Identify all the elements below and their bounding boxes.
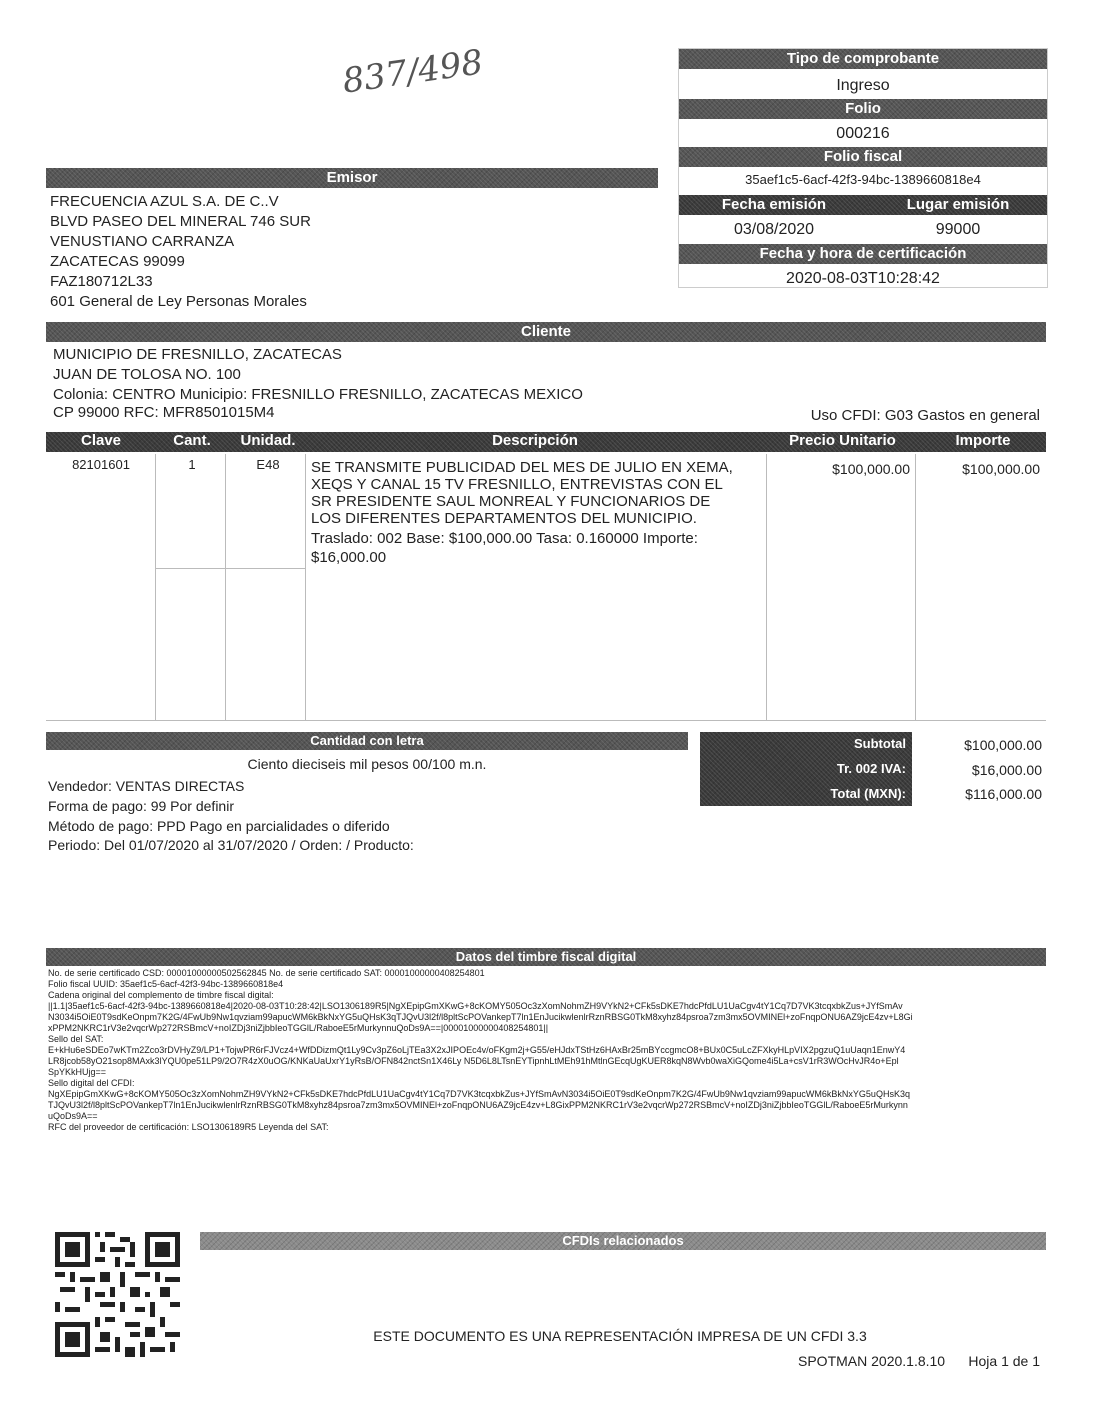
col-unidad-header: Unidad. (240, 432, 296, 449)
comprobante-box (678, 48, 1048, 288)
total-label: Total (MXN): (830, 786, 906, 801)
col-clave-header: Clave (80, 432, 122, 449)
cliente-line: JUAN DE TOLOSA NO. 100 (53, 366, 241, 383)
folio-value: 000216 (836, 125, 890, 142)
emisor-line: BLVD PASEO DEL MINERAL 746 SUR (50, 213, 311, 230)
timbre-line: Sello del SAT: (48, 1034, 104, 1044)
uso-cfdi: Uso CFDI: G03 Gastos en general (810, 407, 1040, 424)
row-unidad: E48 (256, 457, 280, 472)
table-bottom-rule (46, 720, 1046, 721)
table-divider (155, 568, 305, 569)
row-clave: 82101601 (72, 457, 130, 472)
representacion-impresa: ESTE DOCUMENTO ES UNA REPRESENTACIÓN IMPRESA DE UN CFDI 3.3 (373, 1328, 867, 1344)
row-traslado-amount: $16,000.00 (311, 549, 387, 566)
emisor-rfc: FAZ180712L33 (50, 273, 153, 290)
row-traslado-line: Traslado: 002 Base: $100,000.00 Tasa: 0.160000 Importe: (311, 530, 698, 547)
row-descripcion-line: SR PRESIDENTE SAUL MONREAL Y FUNCIONARIOS DE (311, 493, 711, 510)
cliente-address: Colonia: CENTRO Municipio: FRESNILLO FRESNILLO, ZACATECAS MEXICO (53, 386, 583, 403)
subtotal-label: Subtotal (854, 736, 906, 751)
table-divider (766, 454, 767, 720)
cliente-cp-rfc: CP 99000 RFC: MFR8501015M4 (53, 404, 275, 421)
cliente-header: Cliente (46, 322, 1046, 342)
cantidad-letra-value: Ciento dieciseis mil pesos 00/100 m.n. (247, 756, 487, 772)
table-divider (155, 454, 156, 720)
lugar-emision-value: 99000 (935, 221, 981, 238)
total-value: $116,000.00 (965, 786, 1042, 802)
iva-value: $16,000.00 (971, 762, 1042, 778)
table-divider (225, 454, 226, 720)
cantidad-letra-header: Cantidad con letra (46, 732, 688, 750)
col-descripcion-header: Descripción (492, 432, 578, 449)
timbre-line: LR8jcob58yO21sop8MAxk3lYQU0pe51LP9/2O7R4zX0uOG/KNKaUaUxrY1yRsB/OFN842nctSn1X46Ly N5D6L8LTsnEYTipnhLtMEh91hMtlnGEcqUgKUER8kqN8Wvb0waXiGQome4i5La+csV1rR3WOcHvJR4o+Epl (48, 1056, 899, 1066)
timbre-line: xPPM2NKRC1rV3e2vqcrWp272RSBmcV+noIZDj3niZjbbIeoTGGlL/RaboeE5rMurkynnuQoDs9A==|00001000000408254801|| (48, 1023, 549, 1033)
emisor-line: VENUSTIANO CARRANZA (50, 233, 235, 250)
table-divider (915, 454, 916, 720)
emisor-regimen: 601 General de Ley Personas Morales (50, 293, 307, 310)
vendedor: Vendedor: VENTAS DIRECTAS (48, 778, 245, 794)
timbre-line: ||1.1|35aef1c5-6acf-42f3-94bc-1389660818e4|2020-08-03T10:28:42|LSO1306189R5|NgXEpipGmXKwG+8cKOMY505Oc3zXomNohmZH9VYkN2+CFk5sDKE7hdcPfdLU1UaCgv4tY1Cq7D7VK3tcqxbkZus+JYfSmAv (48, 1001, 903, 1011)
timbre-line: uQoDs9A== (48, 1111, 98, 1121)
timbre-block (48, 968, 1044, 1133)
software-version: SPOTMAN 2020.1.8.10 (798, 1353, 946, 1369)
fecha-emision-header: Fecha emisión (679, 195, 869, 215)
table-divider (305, 454, 306, 720)
certificacion-header: Fecha y hora de certificación (679, 244, 1047, 264)
col-precio-header: Precio Unitario (789, 432, 896, 449)
forma-pago: Forma de pago: 99 Por definir (48, 798, 234, 814)
timbre-line: Sello digital del CFDI: (48, 1078, 135, 1088)
row-cant: 1 (188, 457, 196, 472)
fecha-emision-value: 03/08/2020 (733, 221, 815, 238)
metodo-pago: Método de pago: PPD Pago en parcialidades o diferido (48, 818, 390, 834)
iva-label: Tr. 002 IVA: (836, 761, 906, 776)
col-importe-header: Importe (955, 432, 1011, 449)
certificacion-value: 2020-08-03T10:28:42 (786, 270, 940, 287)
timbre-line: RFC del proveedor de certificación: LSO1306189R5 Leyenda del SAT: (48, 1122, 329, 1132)
handwritten-note: 837/498 (340, 42, 486, 102)
row-precio: $100,000.00 (832, 461, 910, 477)
row-descripcion-line: LOS DIFERENTES DEPARTAMENTOS DEL MUNICIPIO. (311, 510, 697, 527)
tipo-comprobante-value: Ingreso (836, 77, 890, 94)
periodo: Periodo: Del 01/07/2020 al 31/07/2020 / Orden: / Producto: (48, 837, 414, 853)
lugar-emision-header: Lugar emisión (869, 195, 1047, 215)
row-descripcion-line: XEQS Y CANAL 15 TV FRESNILLO, ENTREVISTAS CON EL (311, 476, 723, 493)
subtotal-value: $100,000.00 (964, 737, 1042, 753)
page-indicator: Hoja 1 de 1 (968, 1353, 1040, 1369)
emisor-line: FRECUENCIA AZUL S.A. DE C..V (50, 193, 279, 210)
timbre-line: TJQvU3l2f/l8pltScPOVankepT7ln1EnJucikwlenlrRznRBSG0TkM8xyhz84psroa7zm3mx5OVMINEl+zoFnqpONU6AZ9jcE4zv+L8GixPPM2NKRC1rV3e2vqcrWp272RSBmcV+noIZDj3niZjbbIeoTGGlL/RaboeE5rMurkynn (48, 1100, 908, 1110)
folio-header: Folio (679, 99, 1047, 119)
timbre-line: No. de serie certificado CSD: 00001000000502562845 No. de serie certificado SAT: 00001000000408254801 (48, 968, 485, 978)
qr-code-icon (55, 1232, 180, 1357)
emisor-line: ZACATECAS 99099 (50, 253, 185, 270)
row-descripcion-line: SE TRANSMITE PUBLICIDAD DEL MES DE JULIO EN XEMA, (311, 459, 733, 476)
timbre-line: N3034i5OiE0T9sdKeOnpm7K2G/4FwUb9Nw1qvziam99apucWM6kBkNxYG5uQHsK3qTJQvU3l2f/l8pltScPOVankepT7ln1EnJucikwlenlrRznRBSG0TkM8xyhz84psroa7zm3mx5OVMINEl+zoFnqpONU6AZ9jcE4zv+L8Gi (48, 1012, 913, 1022)
folio-fiscal-value: 35aef1c5-6acf-42f3-94bc-1389660818e4 (745, 172, 981, 187)
tipo-comprobante-header: Tipo de comprobante (679, 49, 1047, 69)
row-importe: $100,000.00 (962, 461, 1040, 477)
timbre-header: Datos del timbre fiscal digital (46, 948, 1046, 966)
cliente-line: MUNICIPIO DE FRESNILLO, ZACATECAS (53, 346, 342, 363)
col-cant-header: Cant. (173, 432, 211, 449)
folio-fiscal-header: Folio fiscal (679, 147, 1047, 167)
timbre-line: NgXEpipGmXKwG+8cKOMY505Oc3zXomNohmZH9VYkN2+CFk5sDKE7hdcPfdLU1UaCgv4tY1Cq7D7VK3tcqxbkZus+JYfSmAvN3034i5OiE0T9sdKeOnpm7K2G/4FwUb9Nw1qvziam99apucWM6kBkNxYG5uQHsK3q (48, 1089, 910, 1099)
timbre-line: Cadena original del complemento de timbre fiscal digital: (48, 990, 274, 1000)
timbre-line: SpYKkHUjg== (48, 1067, 107, 1077)
timbre-line: E+kHu6eSDEo7wKTm2Zco3rDVHyZ9/LP1+TojwPR6rFJVcz4+WfDDizmQt1Ly9Cv3pZ6oLjTEa3X2xJIPOEc4v/oFKgm2j+G55/eHJdxTStHz6HAxBr25mBYccgmcO8+BUx0C5uLcZFXkyHLpVIX2pgzuQ1uUaqn1EnwY4 (48, 1045, 906, 1055)
cfdis-relacionados-header: CFDIs relacionados (200, 1232, 1046, 1250)
timbre-line: Folio fiscal UUID: 35aef1c5-6acf-42f3-94bc-1389660818e4 (48, 979, 284, 989)
emisor-header: Emisor (46, 168, 658, 188)
